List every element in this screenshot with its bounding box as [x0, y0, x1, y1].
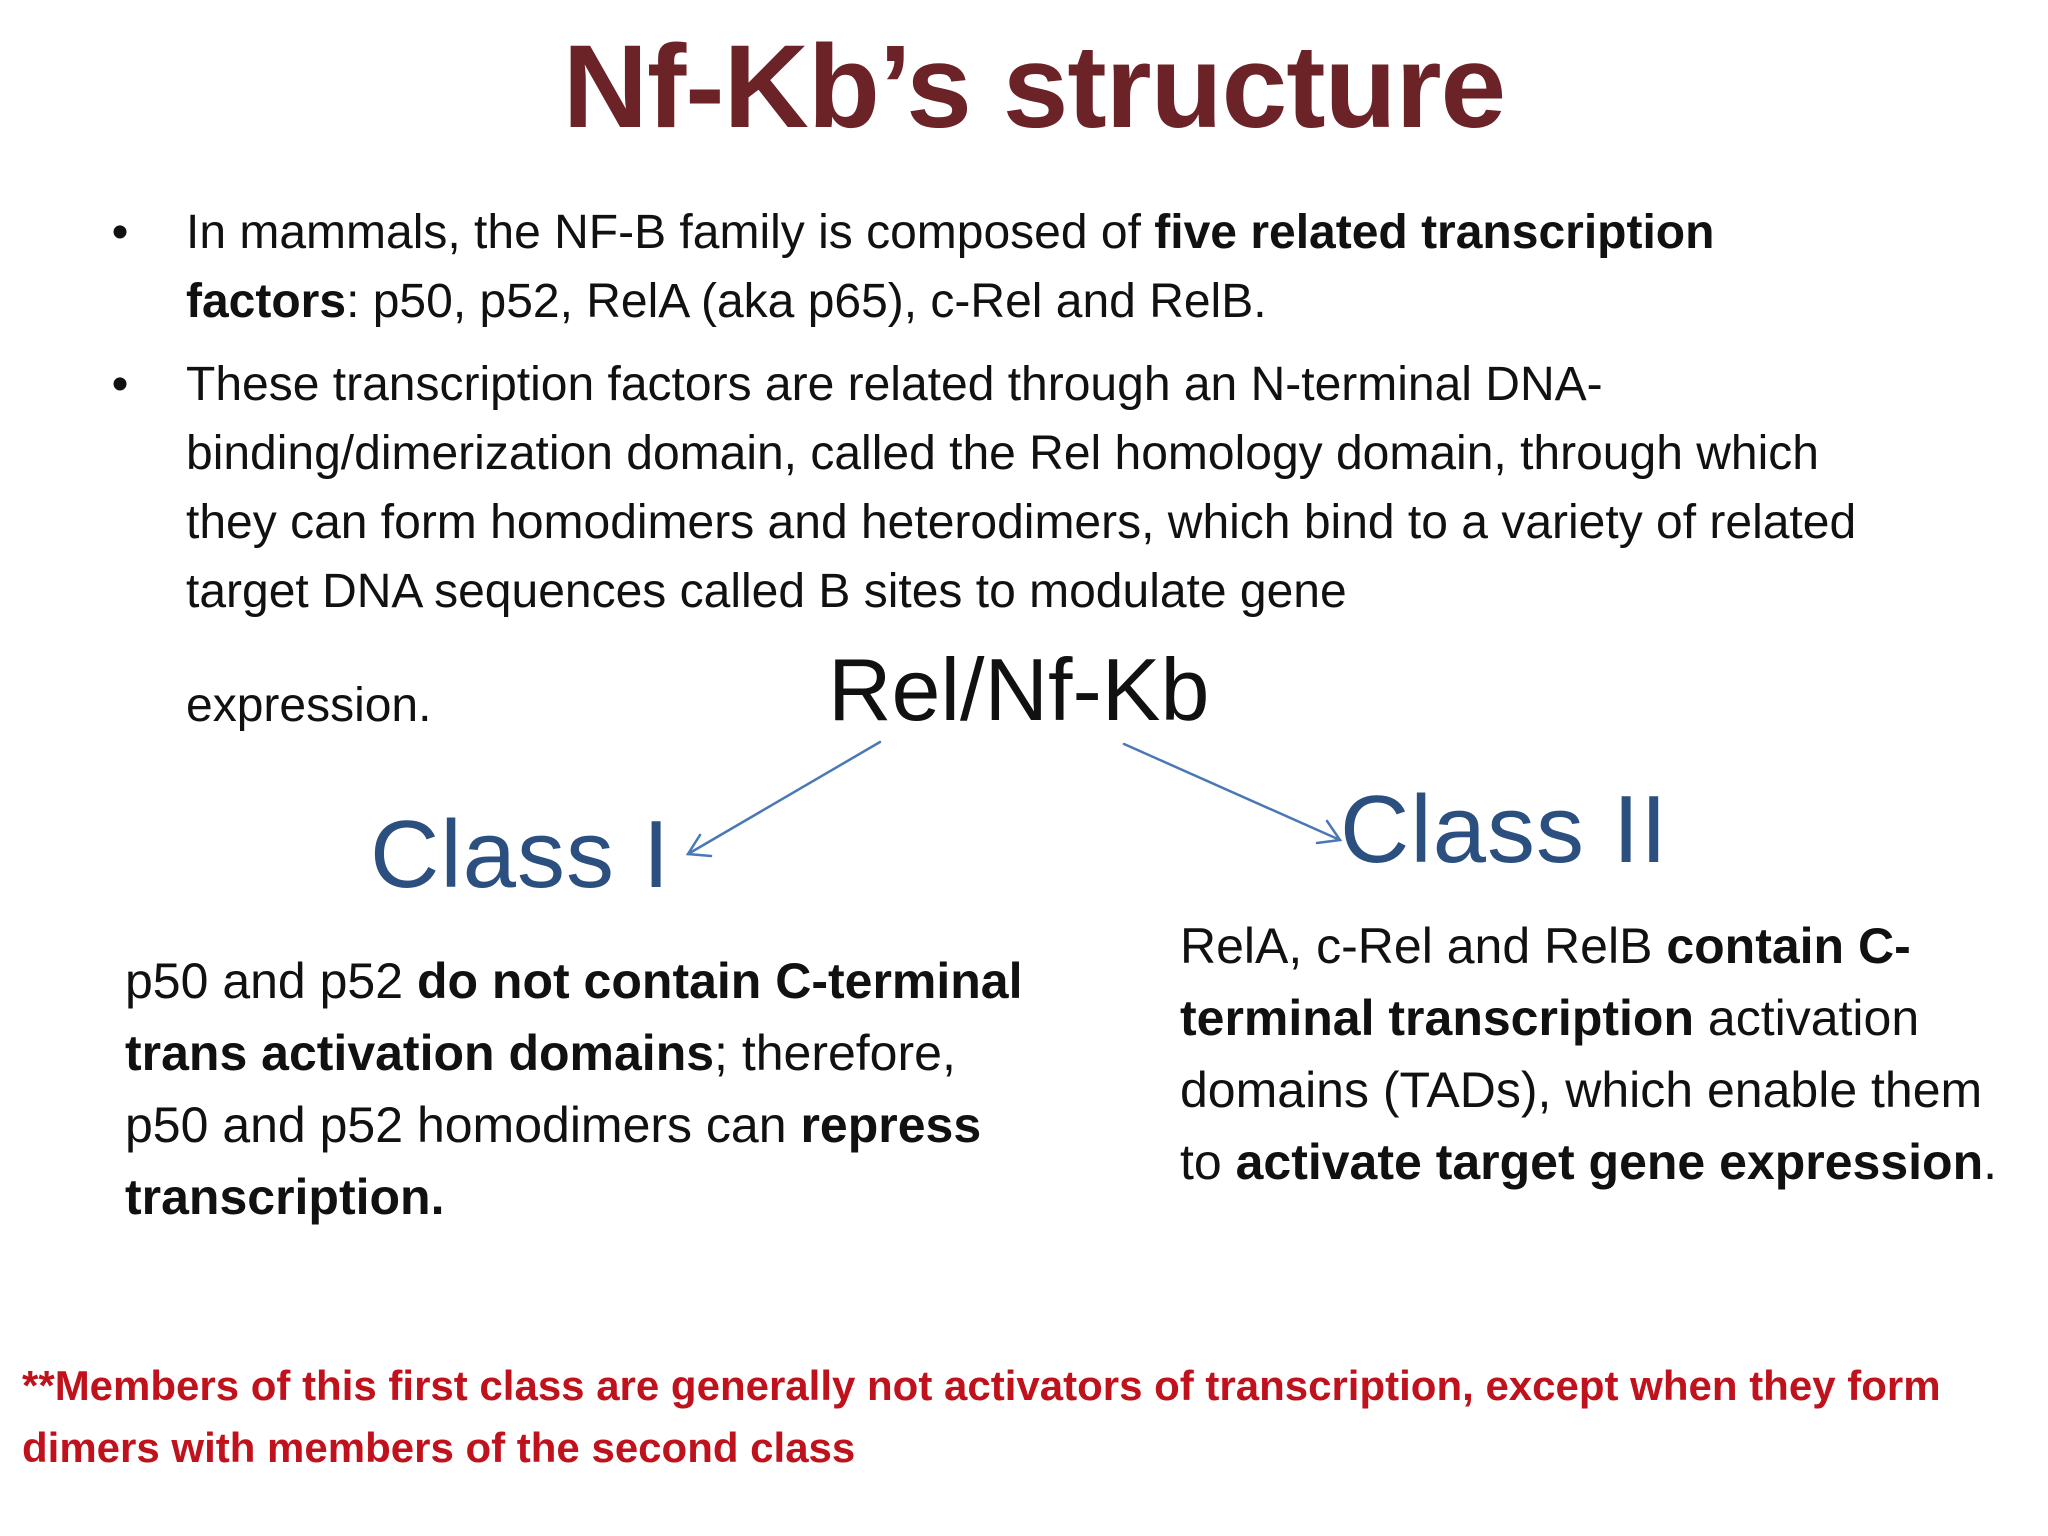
slide-title: Nf-Kb’s structure	[562, 21, 1506, 153]
bullet-text: In mammals, the NF-B family is composed of five related transcription factors: p50, p52, RelA (aka p65), c-Rel and RelB.	[186, 206, 1715, 328]
bullet-text: These transcription factors are related through an N-terminal DNA-binding/dimerization domain, called the Rel homology domain, through which they can form homodimers and heterodimers, which bind to a variety of related target DNA sequences called B sites to modulate gene expression.	[186, 350, 1900, 740]
bullet-marker: •	[111, 358, 129, 411]
class-1-description: p50 and p52 do not contain C-terminal trans activation domains; therefore, p50 and p52 homodimers can repress transcription.	[125, 953, 1023, 1225]
class-2-description: RelA, c-Rel and RelB contain C-terminal transcription activation domains (TADs), which enable them to activate target gene expression.	[1180, 918, 1998, 1190]
diagram-root-label: Rel/Nf-Kb	[828, 640, 1210, 739]
arrow-to-class-2	[1124, 744, 1340, 843]
bullet-item-1	[100, 198, 1900, 336]
class-1-label: Class I	[370, 801, 671, 908]
arrow-to-class-1	[688, 742, 880, 856]
footnote: **Members of this first class are generally not activators of transcription, except when they form dimers with members of the second class	[22, 1362, 1941, 1471]
class-2-label: Class II	[1340, 776, 1669, 883]
bullet-marker: •	[111, 206, 129, 259]
bullet-tail: expression.	[186, 679, 432, 732]
